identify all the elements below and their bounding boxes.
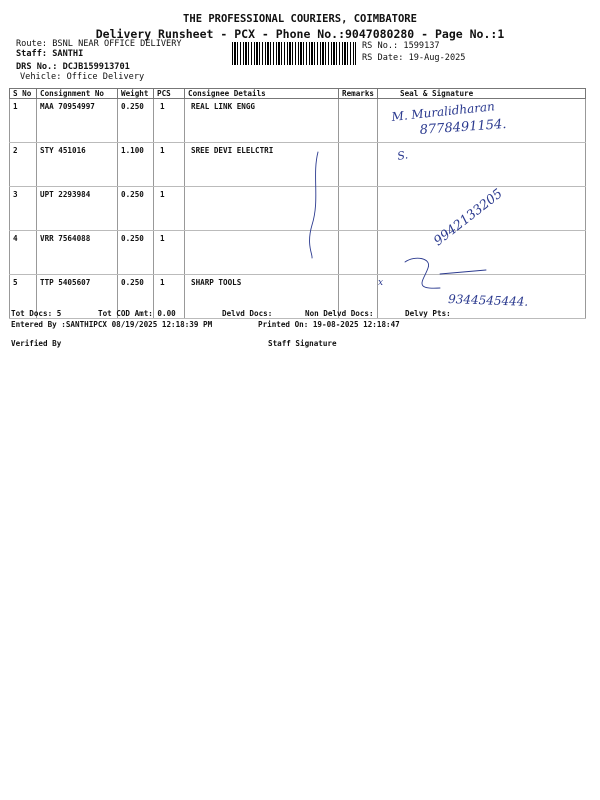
table-row xyxy=(10,99,586,143)
table-row xyxy=(10,275,586,319)
cell-consignee xyxy=(185,187,339,231)
barcode xyxy=(232,42,356,65)
signature-2-phone: 9942133205 xyxy=(431,186,506,250)
delivered-docs: Delvd Docs: xyxy=(222,309,273,318)
header-weight: Weight xyxy=(118,89,154,99)
table-header-row xyxy=(10,89,586,99)
cell-weight: 0.250 xyxy=(118,99,154,143)
header-remarks: Remarks xyxy=(339,89,378,99)
non-delivered-docs: Non Delvd Docs: xyxy=(305,309,374,318)
rs-number: RS No.: 1599137 xyxy=(362,41,440,51)
signature-2-initial: S. xyxy=(396,148,409,163)
printed-on: Printed On: 19-08-2025 12:18:47 xyxy=(258,320,400,329)
table-row xyxy=(10,187,586,231)
signature-1-name: M. Muralidharan xyxy=(390,99,496,124)
cell-weight: 1.100 xyxy=(118,143,154,187)
cell-remarks xyxy=(339,143,378,187)
delivery-points: Delvy Pts: xyxy=(405,309,451,318)
cell-sno: 2 xyxy=(10,143,37,187)
header-pcs: PCS xyxy=(154,89,185,99)
company-title: THE PROFESSIONAL COURIERS, COIMBATORE xyxy=(183,13,417,25)
cell-consignment-no: STY 451016 xyxy=(37,143,118,187)
cell-consignee: SHARP TOOLS xyxy=(185,275,339,319)
cell-signature xyxy=(378,187,586,231)
header-seal-signature: Seal & Signature xyxy=(378,89,586,99)
vehicle-label: Vehicle: Office Delivery xyxy=(20,72,145,82)
cell-consignee xyxy=(185,231,339,275)
cell-remarks xyxy=(339,231,378,275)
cell-remarks xyxy=(339,187,378,231)
cell-weight: 0.250 xyxy=(118,187,154,231)
total-docs: Tot Docs: 5 xyxy=(11,309,62,318)
table-row xyxy=(10,231,586,275)
drs-number: DRS No.: DCJB159913701 xyxy=(16,62,130,72)
cell-pcs: 1 xyxy=(154,187,185,231)
cell-weight: 0.250 xyxy=(118,275,154,319)
cell-consignment-no: TTP 5405607 xyxy=(37,275,118,319)
cell-sno: 1 xyxy=(10,99,37,143)
header-sno: S No xyxy=(10,89,37,99)
cell-pcs: 1 xyxy=(154,143,185,187)
cell-consignment-no: UPT 2293984 xyxy=(37,187,118,231)
cell-signature xyxy=(378,99,586,143)
signature-1-phone: 8778491154. xyxy=(419,116,507,138)
cell-sno: 3 xyxy=(10,187,37,231)
staff-signature: Staff Signature xyxy=(268,339,337,348)
verified-by: Verified By xyxy=(11,339,62,348)
cell-pcs: 1 xyxy=(154,275,185,319)
total-cod-amount: Tot COD Amt: 0.00 xyxy=(98,309,176,318)
route-label: Route: BSNL NEAR OFFICE DELIVERY xyxy=(16,39,182,49)
cell-signature xyxy=(378,231,586,275)
runsheet-table xyxy=(9,88,586,319)
cell-weight: 0.250 xyxy=(118,231,154,275)
cell-consignment-no: MAA 70954997 xyxy=(37,99,118,143)
cell-signature xyxy=(378,143,586,187)
signature-3-mark: x xyxy=(378,278,384,288)
cell-consignee: SREE DEVI ELELCTRI xyxy=(185,143,339,187)
rs-date: RS Date: 19-Aug-2025 xyxy=(362,53,466,63)
cell-consignee: REAL LINK ENGG xyxy=(185,99,339,143)
staff-label: Staff: SANTHI xyxy=(16,49,84,59)
signature-3-phone: 9344545444. xyxy=(447,292,529,309)
header-consignment-no: Consignment No xyxy=(37,89,118,99)
header-consignee-details: Consignee Details xyxy=(185,89,339,99)
cell-pcs: 1 xyxy=(154,99,185,143)
cell-pcs: 1 xyxy=(154,231,185,275)
cell-sno: 5 xyxy=(10,275,37,319)
entered-by: Entered By :SANTHIPCX 08/19/2025 12:18:39 PM xyxy=(11,320,213,329)
runsheet-subtitle: Delivery Runsheet - PCX - Phone No.:9047080280 - Page No.:1 xyxy=(95,27,505,41)
cell-remarks xyxy=(339,99,378,143)
cell-sno: 4 xyxy=(10,231,37,275)
table-row xyxy=(10,143,586,187)
cell-consignment-no: VRR 7564088 xyxy=(37,231,118,275)
